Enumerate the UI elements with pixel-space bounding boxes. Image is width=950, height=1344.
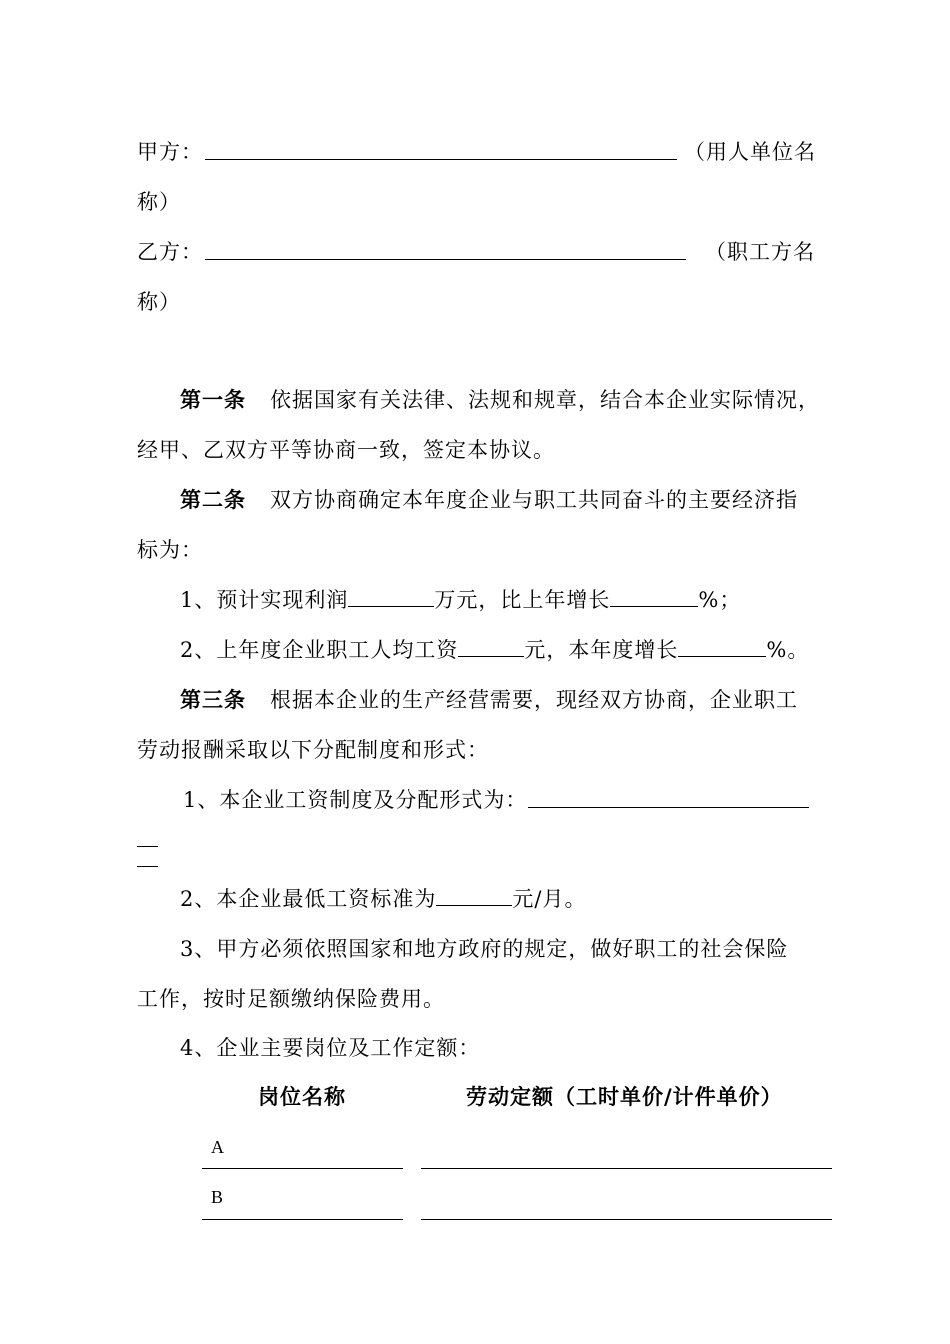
distribution-blank-cont-2[interactable] xyxy=(137,866,158,867)
wage-blank[interactable] xyxy=(458,636,524,657)
article-1-title: 第一条 xyxy=(180,388,246,412)
party-a-blank[interactable] xyxy=(205,159,677,160)
party-a-note-cont: 称） xyxy=(137,190,181,214)
posts-label: 4、企业主要岗位及工作定额： xyxy=(180,1036,481,1060)
article-2-text: 双方协商确定本年度企业与职工共同奋斗的主要经济指 xyxy=(270,488,798,512)
wage-growth-blank[interactable] xyxy=(678,636,766,657)
distribution-blank-cont-1[interactable] xyxy=(137,846,158,847)
article-2-text-cont: 标为： xyxy=(137,538,203,562)
article-1 xyxy=(180,386,820,414)
article-1-text-cont: 经甲、乙双方平等协商一致，签定本协议。 xyxy=(137,438,555,462)
profit-growth-label: 万元，比上年增长 xyxy=(434,588,611,612)
insurance-text: 3、甲方必须依照国家和地方政府的规定，做好职工的社会保险 xyxy=(180,937,789,961)
profit-percent: %； xyxy=(698,588,742,612)
min-wage-blank[interactable] xyxy=(436,885,512,906)
table-row-a-quota-line[interactable] xyxy=(421,1168,832,1169)
party-b-blank[interactable] xyxy=(205,259,686,260)
distribution-label: 1、本企业工资制度及分配形式为： xyxy=(183,788,528,812)
party-a-label: 甲方： xyxy=(137,140,203,164)
table-header-quota: 劳动定额（工时单价/计件单价） xyxy=(466,1085,783,1109)
party-b-note-cont: 称） xyxy=(137,290,181,314)
wage-item xyxy=(180,636,809,664)
party-b-note: （职工方名 xyxy=(705,240,815,264)
article-3 xyxy=(180,686,798,714)
table-row-a-label: A xyxy=(211,1137,224,1157)
profit-item xyxy=(180,586,741,614)
min-wage-item xyxy=(180,885,586,913)
article-2-title: 第二条 xyxy=(180,488,246,512)
article-3-text: 根据本企业的生产经营需要，现经双方协商，企业职工 xyxy=(270,688,798,712)
profit-growth-blank[interactable] xyxy=(610,586,698,607)
article-1-text: 依据国家有关法律、法规和规章，结合本企业实际情况， xyxy=(270,388,820,412)
article-3-text-cont: 劳动报酬采取以下分配制度和形式： xyxy=(137,738,489,762)
table-header-post: 岗位名称 xyxy=(258,1085,346,1109)
insurance-text-cont: 工作，按时足额缴纳保险费用。 xyxy=(137,987,445,1011)
wage-percent: %。 xyxy=(766,638,810,662)
wage-label: 2、上年度企业职工人均工资 xyxy=(180,638,459,662)
table-row-b-post-line[interactable] xyxy=(202,1219,403,1220)
table-row-a-post-line[interactable] xyxy=(202,1168,403,1169)
article-3-title: 第三条 xyxy=(180,688,246,712)
min-wage-label: 2、本企业最低工资标准为 xyxy=(180,887,437,911)
article-2 xyxy=(180,486,798,514)
party-b-label: 乙方： xyxy=(137,240,203,264)
profit-label: 1、预计实现利润 xyxy=(180,588,349,612)
table-row-b-quota-line[interactable] xyxy=(421,1219,832,1220)
min-wage-unit: 元/月。 xyxy=(512,887,587,911)
wage-growth-label: 元，本年度增长 xyxy=(524,638,679,662)
party-a-line xyxy=(137,138,203,166)
profit-blank[interactable] xyxy=(348,586,434,607)
distribution-blank[interactable] xyxy=(528,807,809,808)
table-row-b-label: B xyxy=(211,1187,224,1207)
party-a-note: （用人单位名 xyxy=(684,140,816,164)
